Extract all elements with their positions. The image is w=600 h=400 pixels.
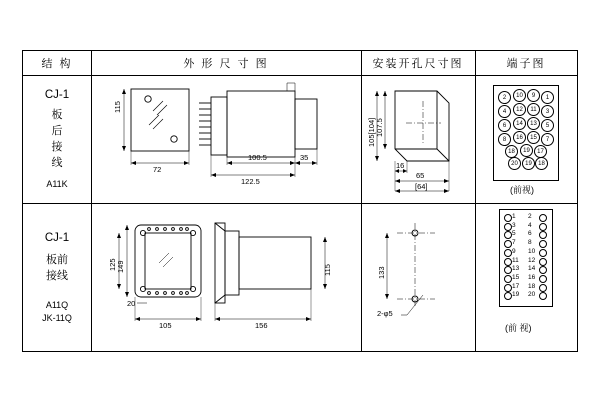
terminal-18-label: 18 [528,282,536,290]
terminal-2 [539,214,547,222]
terminal-12-label: 12 [528,256,536,264]
terminal-13 [504,266,512,274]
terminal-19b: 19 [522,157,535,170]
terminal-11-label: 11 [512,256,519,264]
terminal-2: 2 [498,91,511,104]
terminal-6: 6 [498,119,511,132]
row1-dim-115: 115 [113,101,122,113]
terminal-13: 13 [527,117,540,130]
row1-dim-35: 35 [300,153,309,162]
row1-terminal-diagram [475,75,577,203]
header-structure [23,51,91,75]
row1-dim-107-5: 107.5 [375,118,384,137]
terminal-7 [504,240,512,248]
terminal-9 [504,249,512,257]
terminal-16-label: 16 [528,273,536,281]
terminal-17-label: 17 [512,282,520,290]
row2-dim-2-phi5: 2-φ5 [377,309,393,318]
terminal-19-label: 19 [512,291,520,299]
terminal-11 [504,258,512,266]
row1-dim-65: 65 [416,171,425,180]
row1-dim-122-5: 122.5 [241,177,260,186]
row1-outline-svg [91,75,361,203]
terminal-3-label: 3 [512,221,516,229]
row2-outline-svg [91,203,361,352]
terminal-6-label: 6 [528,230,532,238]
terminal-5: 5 [541,119,554,132]
terminal-13-label: 13 [512,265,520,273]
row2-model-label [23,203,91,352]
terminal-18a: 18 [505,145,518,158]
terminal-8 [539,240,547,248]
spec-table [22,50,578,352]
header-mounting [361,51,475,75]
row1-model-label [23,75,91,203]
terminal-17: 17 [534,145,547,158]
terminal-14: 14 [513,117,526,130]
row2-dim-156: 156 [255,321,268,330]
terminal-1 [504,214,512,222]
terminal-18b: 18 [535,157,548,170]
terminal-14-label: 14 [528,265,536,273]
terminal-9: 9 [527,89,540,102]
row2-model-line-3: 接线 [46,269,68,282]
row1-model-line-5: 线 [51,156,63,169]
row1-dim-72: 72 [153,165,162,174]
terminal-6 [539,231,547,239]
row2-model-line-2: 板前 [46,253,68,266]
terminal-1: 1 [541,91,554,104]
row1-model-line-2: 板 [51,108,63,121]
row1-model-line-4: 接 [51,140,63,153]
terminal-15: 15 [527,131,540,144]
row2-dim-115: 115 [323,264,332,276]
row2-outline-drawing [91,203,361,352]
row1-mounting-drawing [361,75,475,203]
row2-dim-133: 133 [377,266,386,279]
terminal-4 [539,223,547,231]
row1-model-name: CJ-1 [44,89,70,102]
row1-dim-100-5: 100.5 [248,153,267,162]
terminal-12: 12 [513,103,526,116]
header-outline-label: 外 形 尺 寸 图 [183,58,269,70]
terminal-4-label: 4 [528,221,532,229]
row2-model-code-2: JK-11Q [42,312,72,323]
row1-dim-16: 16 [396,161,405,170]
terminal-15 [504,275,512,283]
row2-terminal-caption: (前 视) [505,323,532,333]
row2-model-name: CJ-1 [44,232,70,245]
terminal-7: 7 [541,133,554,146]
header-structure-label: 结 构 [41,58,73,70]
terminal-3 [504,223,512,231]
terminal-5 [504,231,512,239]
terminal-20: 20 [508,157,521,170]
row1-model-line-3: 后 [51,124,63,137]
row1-outline-drawing [91,75,361,203]
terminal-7-label: 7 [512,239,516,247]
terminal-18 [539,284,547,292]
header-terminal [475,51,577,75]
terminal-2-label: 2 [528,213,532,220]
row2-model-code-1: A11Q [45,299,69,310]
terminal-20-label: 20 [528,291,536,299]
terminal-17 [504,284,512,292]
terminal-1-label: 1 [512,213,516,220]
terminal-11: 11 [527,103,540,116]
row2-terminal-pairs [499,209,551,305]
terminal-15-label: 15 [512,273,520,281]
row2-dim-20: 20 [127,299,136,308]
terminal-10: 10 [513,89,526,102]
row2-dim-149: 149 [116,260,125,273]
terminal-19a: 19 [520,144,533,157]
terminal-8: 8 [498,133,511,146]
terminal-3: 3 [541,105,554,118]
row2-dim-105: 105 [159,321,172,330]
terminal-19 [504,292,512,300]
terminal-10 [539,249,547,257]
terminal-5-label: 5 [512,230,516,238]
header-terminal-label: 端子图 [506,58,546,70]
terminal-20 [539,292,547,300]
terminal-10-label: 10 [528,247,536,255]
row2-terminal-diagram [475,203,577,352]
terminal-9-label: 9 [512,247,516,255]
terminal-14 [539,266,547,274]
row1-dim-64: [64] [415,182,428,191]
terminal-16: 16 [513,131,526,144]
row2-dim-125: 125 [108,258,117,271]
terminal-12 [539,258,547,266]
terminal-8-label: 8 [528,239,532,247]
terminal-4: 4 [498,105,511,118]
row1-model-code: A11K [46,178,68,189]
row1-terminal-caption: (前视) [510,185,534,195]
row1-dim-105-104: 105[104] [367,117,376,147]
row2-mounting-drawing [361,203,475,352]
header-outline [91,51,361,75]
header-mounting-label: 安装开孔尺寸图 [372,58,464,70]
terminal-16 [539,275,547,283]
